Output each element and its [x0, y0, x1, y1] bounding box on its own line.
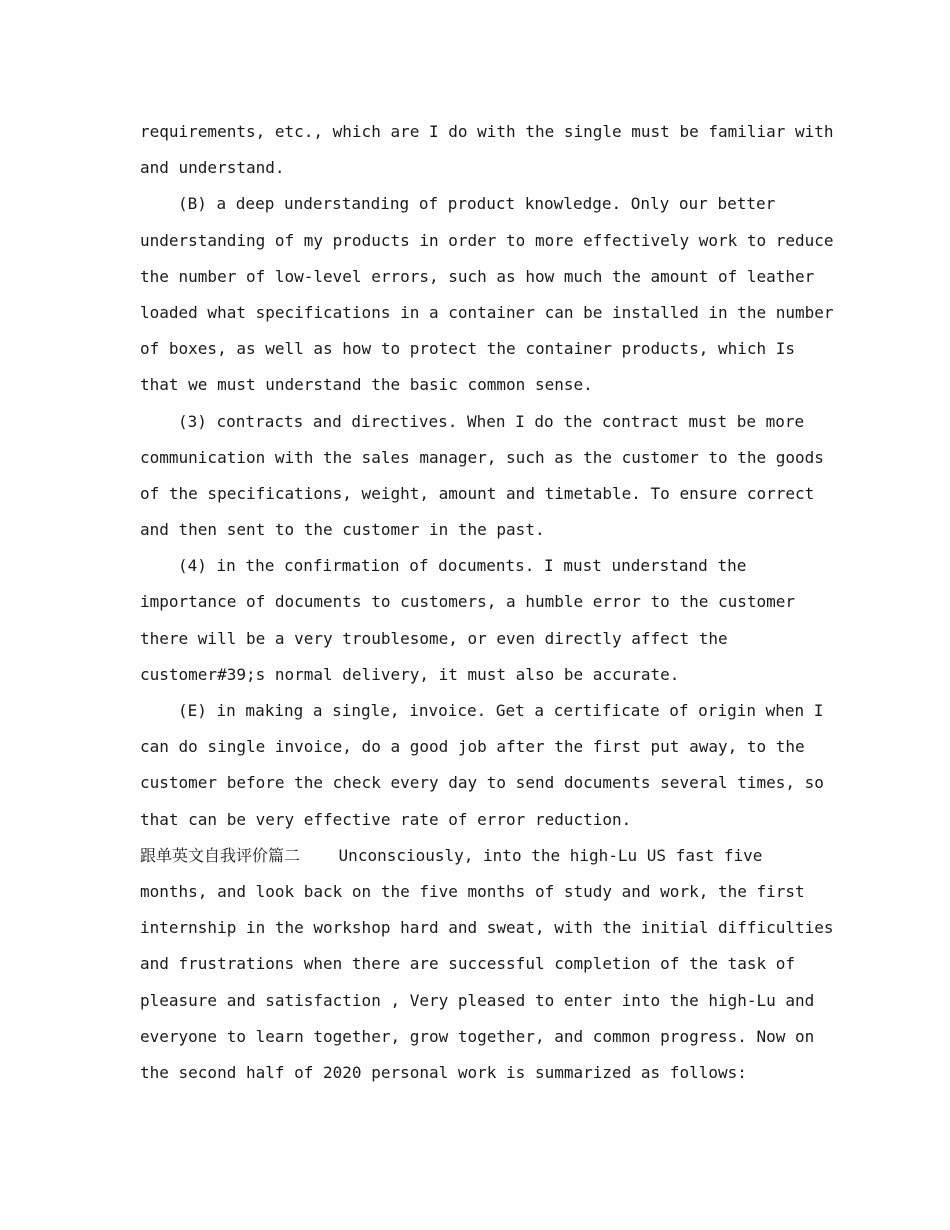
text-line: the second half of 2020 personal work is summarized as follows:: [140, 1062, 747, 1082]
text-line: requirements, etc., which are I do with the single must be familiar with: [140, 122, 834, 141]
text-line: everyone to learn together, grow together, and common progress. Now on: [140, 1026, 815, 1046]
text-line: there will be a very troublesome, or even directly affect the: [140, 628, 728, 648]
section-heading: 跟单英文自我评价篇二: [140, 845, 301, 865]
text-line: months, and look back on the five months of study and work, the first: [140, 881, 805, 901]
text-line: importance of documents to customers, a humble error to the customer: [140, 592, 796, 612]
text-line: that can be very effective rate of error reduction.: [140, 809, 632, 829]
heading-gap: [300, 846, 339, 865]
text-line: customer before the check every day to send documents several times, so: [140, 773, 824, 793]
text-line: internship in the workshop hard and sweat, with the initial difficulties: [140, 918, 834, 938]
text-line: and understand.: [140, 158, 285, 178]
document-body: [140, 114, 834, 1091]
text-line: and frustrations when there are successful completion of the task of: [140, 954, 796, 974]
paragraph-start-line: (E) in making a single, invoice. Get a certificate of origin when I: [178, 701, 824, 720]
text-line: understanding of my products in order to more effectively work to reduce: [140, 230, 834, 250]
text-line: that we must understand the basic common sense.: [140, 375, 593, 395]
text-line: communication with the sales manager, such as the customer to the goods: [140, 447, 824, 467]
text-line: of boxes, as well as how to protect the container products, which Is: [140, 339, 796, 359]
text-line: the number of low-level errors, such as how much the amount of leather: [140, 266, 815, 286]
paragraph-start-line: (B) a deep understanding of product knowledge. Only our better: [178, 194, 776, 214]
section-heading-line: [140, 838, 820, 874]
text-line: and then sent to the customer in the past.: [140, 520, 545, 540]
heading-line-text: Unconsciously, into the high-Lu US fast five: [338, 845, 763, 865]
text-line: can do single invoice, do a good job after the first put away, to the: [140, 737, 805, 757]
text-line: pleasure and satisfaction , Very pleased to enter into the high-Lu and: [140, 990, 815, 1010]
text-line: loaded what specifications in a container can be installed in the number: [140, 302, 834, 322]
paragraph-start-line: (3) contracts and directives. When I do the contract must be more: [178, 411, 805, 431]
paragraph-start-line: (4) in the confirmation of documents. I must understand the: [178, 556, 747, 576]
text-line: of the specifications, weight, amount and timetable. To ensure correct: [140, 483, 815, 503]
text-line: customer#39;s normal delivery, it must also be accurate.: [140, 664, 680, 684]
